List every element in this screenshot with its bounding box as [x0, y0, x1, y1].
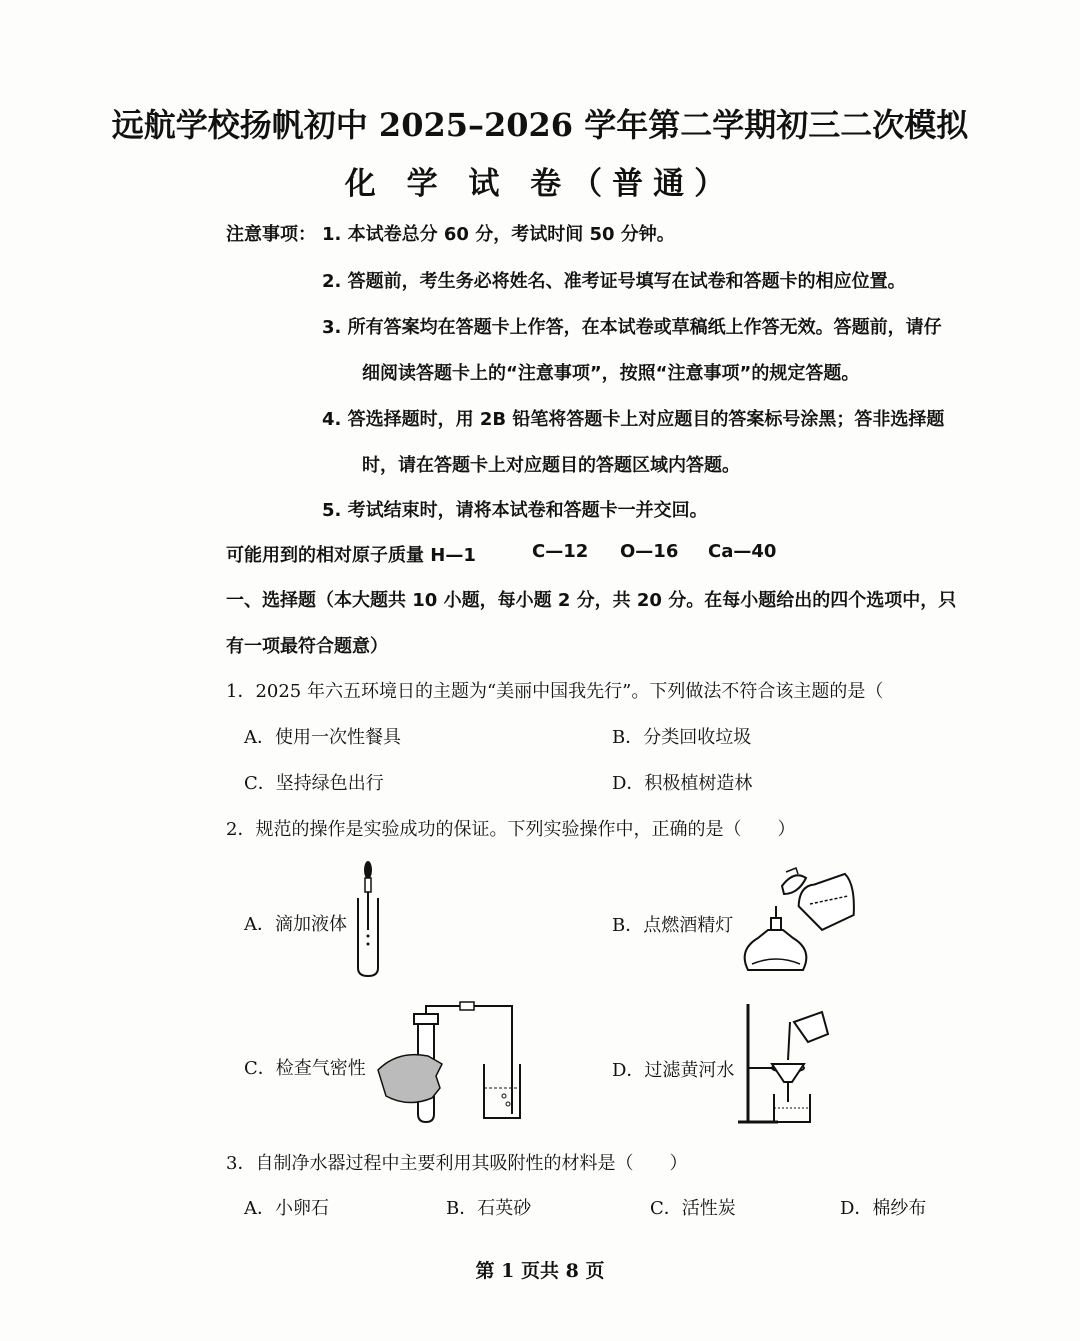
- section-heading: 一、选择题（本大题共 10 小题，每小题 2 分，共 20 分。在每小题给出的四个选项中，只: [226, 590, 957, 611]
- note-2: 2. 答题前，考生务必将姓名、准考证号填写在试卷和答题卡的相应位置。: [322, 271, 906, 292]
- atomic-mass-label: 可能用到的相对原子质量 H—1: [226, 545, 476, 566]
- question-1-stem: 1．2025 年六五环境日的主题为“美丽中国我先行”。下列做法不符合该主题的是（: [226, 681, 884, 702]
- atomic-mass-o: O—16: [620, 541, 679, 562]
- note-3: 3. 所有答案均在答题卡上作答，在本试卷或草稿纸上作答无效。答题前，请仔: [322, 317, 942, 338]
- airtightness-figure: [378, 1000, 518, 1125]
- q2-option-a: A．滴加液体: [244, 914, 347, 935]
- atomic-mass-c: C—12: [532, 541, 589, 562]
- exam-subtitle: 化 学 试 卷（普通）: [344, 166, 736, 202]
- notes-label: 注意事项：: [226, 224, 316, 245]
- q1-option-b: B．分类回收垃圾: [612, 727, 752, 748]
- q2-option-d: D．过滤黄河水: [612, 1060, 735, 1081]
- q3-option-a: A．小卵石: [244, 1198, 329, 1219]
- note-4-cont: 时，请在答题卡上对应题目的答题区域内答题。: [362, 455, 740, 476]
- section-heading-cont: 有一项最符合题意）: [226, 636, 388, 657]
- dropper-test-tube-figure: [350, 860, 390, 980]
- q3-option-c: C．活性炭: [650, 1198, 736, 1219]
- q3-option-b: B．石英砂: [446, 1198, 532, 1219]
- q1-option-a: A．使用一次性餐具: [244, 727, 401, 748]
- atomic-mass-ca: Ca—40: [708, 541, 777, 562]
- note-3-cont: 细阅读答题卡上的“注意事项”，按照“注意事项”的规定答题。: [362, 363, 860, 384]
- question-3-stem: 3．自制净水器过程中主要利用其吸附性的材料是（ ）: [226, 1153, 688, 1174]
- exam-title: 远航学校扬帆初中 2025–2026 学年第二学期初三二次模拟: [111, 106, 969, 144]
- page-number: 第 1 页共 8 页: [475, 1260, 605, 1282]
- q2-option-c: C．检查气密性: [244, 1058, 366, 1079]
- note-1: 1. 本试卷总分 60 分，考试时间 50 分钟。: [322, 224, 675, 245]
- q3-option-d: D．棉纱布: [840, 1198, 927, 1219]
- note-5: 5. 考试结束时，请将本试卷和答题卡一并交回。: [322, 500, 708, 521]
- q1-option-d: D．积极植树造林: [612, 773, 753, 794]
- filtration-figure: [738, 1002, 838, 1127]
- q1-option-c: C．坚持绿色出行: [244, 773, 384, 794]
- alcohol-lamp-figure: [738, 860, 863, 980]
- q2-option-b: B．点燃酒精灯: [612, 915, 734, 936]
- note-4: 4. 答选择题时，用 2B 铅笔将答题卡上对应题目的答案标号涂黑；答非选择题: [322, 409, 945, 430]
- question-2-stem: 2．规范的操作是实验成功的保证。下列实验操作中，正确的是（ ）: [226, 819, 796, 840]
